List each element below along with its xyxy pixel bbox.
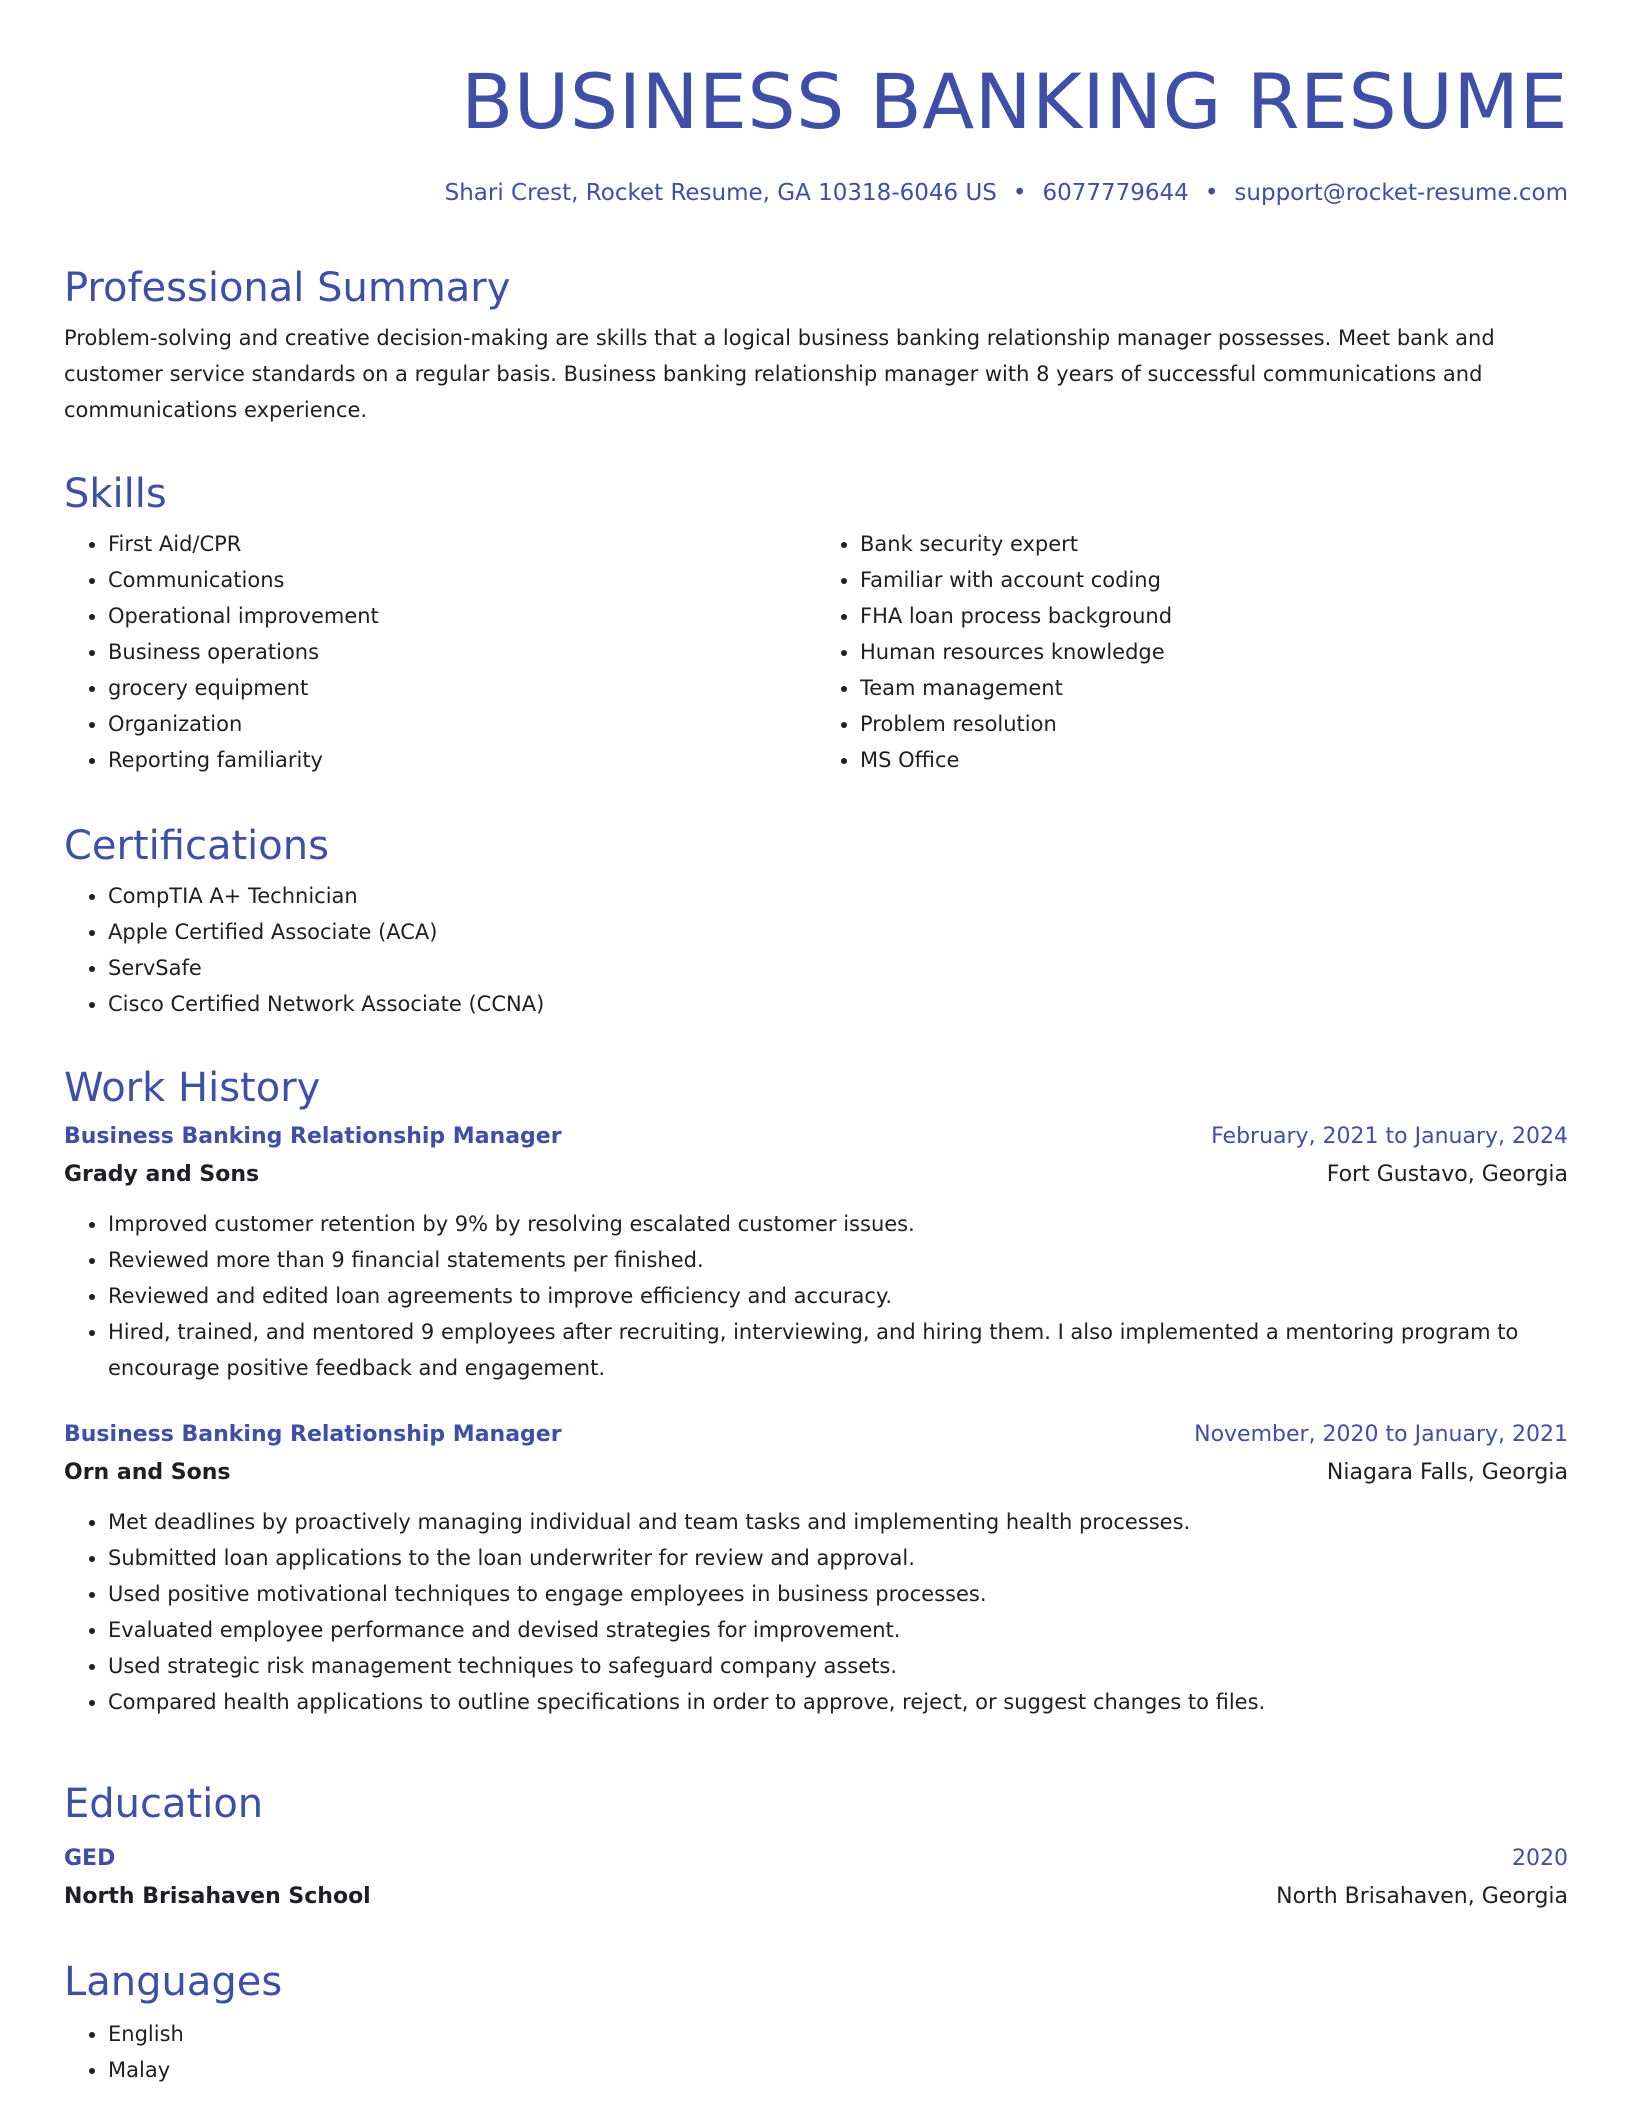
job-bullets: [64, 1504, 1568, 1720]
education-school: North Brisahaven School: [64, 1884, 371, 1909]
certification-item: • CompTIA A+ Technician: [108, 878, 1568, 914]
education-subheader: [64, 1878, 1568, 1916]
contact-separator: •: [1012, 180, 1027, 206]
job-entry: [64, 1118, 1568, 1386]
languages-list: [64, 2016, 1568, 2088]
skill-item: • Human resources knowledge: [860, 634, 1568, 670]
skill-item: • Problem resolution: [860, 706, 1568, 742]
education-location: North Brisahaven, Georgia: [1276, 1884, 1568, 1909]
summary-text: Problem-solving and creative decision-making are skills that a logical business banking relationship manager possesses. Meet bank and customer service standards on a regular basis. Business banking relationship manager with 8 years of successful communications and communications experience.: [64, 326, 1495, 422]
work-section: [64, 1062, 1568, 1720]
job-bullet: • Used strategic risk management techniques to safeguard company assets.: [108, 1648, 1568, 1684]
job-entry: [64, 1416, 1568, 1720]
skills-list-right: [816, 526, 1568, 778]
job-bullet: • Used positive motivational techniques to engage employees in business processes.: [108, 1576, 1568, 1612]
certification-item: • Apple Certified Associate (ACA): [108, 914, 1568, 950]
certification-item: • ServSafe: [108, 950, 1568, 986]
job-subheader: [64, 1156, 1568, 1194]
contact-separator: •: [1204, 180, 1219, 206]
skill-item: • Communications: [108, 562, 816, 598]
contact-line: [64, 176, 1568, 210]
education-header: [64, 1840, 1568, 1878]
contact-address: Shari Crest, Rocket Resume, GA 10318-6046 US: [444, 180, 997, 206]
job-bullet: • Compared health applications to outline specifications in order to approve, reject, or suggest changes to files.: [108, 1684, 1568, 1720]
education-section: [64, 1778, 1568, 1916]
contact-phone: 6077779644: [1042, 180, 1189, 206]
languages-heading: Languages: [64, 1959, 283, 2005]
skill-item: • MS Office: [860, 742, 1568, 778]
skill-item: • Team management: [860, 670, 1568, 706]
skill-item: • First Aid/CPR: [108, 526, 816, 562]
certifications-section: [64, 820, 1568, 1022]
skills-section: [64, 468, 1568, 778]
resume-title: BUSINESS BANKING RESUME: [461, 57, 1568, 146]
skill-item: • Bank security expert: [860, 526, 1568, 562]
education-year: 2020: [1512, 1846, 1568, 1871]
contact-email[interactable]: support@rocket-resume.com: [1234, 180, 1568, 206]
skills-heading: Skills: [64, 471, 167, 517]
job-title: Business Banking Relationship Manager: [64, 1124, 562, 1149]
job-subheader: [64, 1454, 1568, 1492]
skill-item: • Organization: [108, 706, 816, 742]
job-bullet: • Improved customer retention by 9% by resolving escalated customer issues.: [108, 1206, 1568, 1242]
certification-item: • Cisco Certified Network Associate (CCNA): [108, 986, 1568, 1022]
summary-heading: Professional Summary: [64, 265, 511, 311]
job-bullet: • Met deadlines by proactively managing individual and team tasks and implementing health processes.: [108, 1504, 1568, 1540]
skill-item: • grocery equipment: [108, 670, 816, 706]
job-bullet: • Reviewed and edited loan agreements to improve efficiency and accuracy.: [108, 1278, 1568, 1314]
job-bullet: • Evaluated employee performance and devised strategies for improvement.: [108, 1612, 1568, 1648]
job-header: [64, 1118, 1568, 1156]
job-company: Grady and Sons: [64, 1162, 260, 1187]
job-header: [64, 1416, 1568, 1454]
work-heading: Work History: [64, 1065, 321, 1111]
skills-grid: [64, 526, 1568, 778]
job-bullet: • Hired, trained, and mentored 9 employees after recruiting, interviewing, and hiring them. I also implemented a mentoring program to encourage positive feedback and engagement.: [108, 1314, 1568, 1386]
skill-item: • Operational improvement: [108, 598, 816, 634]
languages-section: [64, 1956, 1568, 2088]
certifications-heading: Certifications: [64, 823, 329, 869]
language-item: • Malay: [108, 2052, 1568, 2088]
certifications-list: [64, 878, 1568, 1022]
education-degree: GED: [64, 1846, 116, 1871]
skill-item: • FHA loan process background: [860, 598, 1568, 634]
skill-item: • Reporting familiarity: [108, 742, 816, 778]
summary-section: [64, 262, 1568, 428]
job-dates: November, 2020 to January, 2021: [1194, 1422, 1568, 1447]
job-bullet: • Submitted loan applications to the loan underwriter for review and approval.: [108, 1540, 1568, 1576]
skill-item: • Business operations: [108, 634, 816, 670]
job-location: Fort Gustavo, Georgia: [1326, 1162, 1568, 1187]
language-item: • English: [108, 2016, 1568, 2052]
job-company: Orn and Sons: [64, 1460, 231, 1485]
job-bullets: [64, 1206, 1568, 1386]
job-dates: February, 2021 to January, 2024: [1211, 1124, 1568, 1149]
job-title: Business Banking Relationship Manager: [64, 1422, 562, 1447]
skills-list-left: [64, 526, 816, 778]
job-bullet: • Reviewed more than 9 financial statements per finished.: [108, 1242, 1568, 1278]
skill-item: • Familiar with account coding: [860, 562, 1568, 598]
education-heading: Education: [64, 1781, 264, 1827]
job-location: Niagara Falls, Georgia: [1326, 1460, 1568, 1485]
